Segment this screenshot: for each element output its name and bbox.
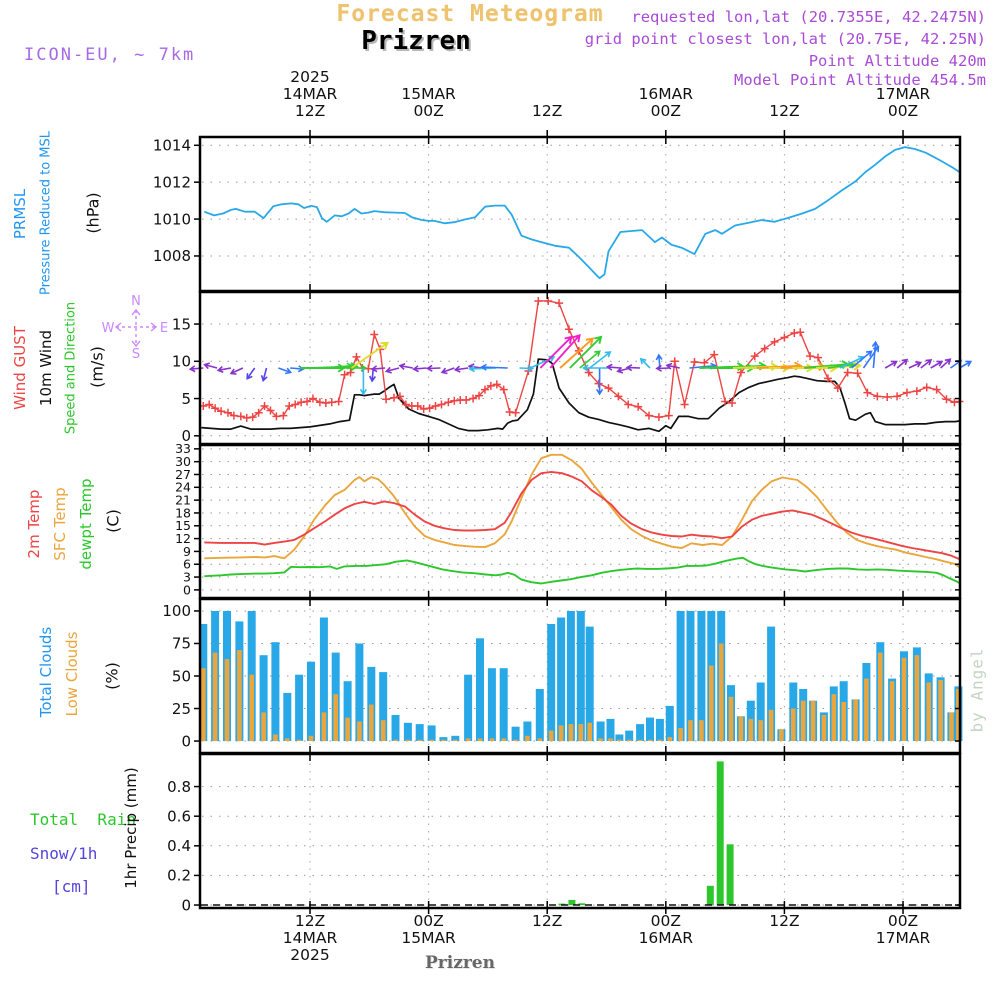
compass-e-letter: E xyxy=(159,321,169,336)
meta-requested-lonlat: requested lon,lat (20.7355E, 42.2475N) xyxy=(631,8,986,26)
low-clouds-bar xyxy=(699,720,704,741)
time-label-bottom: 12Z xyxy=(769,912,800,930)
time-label-bottom: 00Z xyxy=(413,912,444,930)
y-tick-label: 25 xyxy=(171,699,191,718)
gust-marker xyxy=(487,382,495,390)
y-tick-label: 24 xyxy=(175,479,191,495)
wind-direction-arrow xyxy=(931,361,942,368)
wind-direction-arrow xyxy=(584,365,610,371)
meta-point-altitude: Point Altitude 420m xyxy=(808,52,986,70)
wind-direction-arrow xyxy=(540,337,571,368)
gust-marker xyxy=(923,383,931,391)
low-clouds-bar xyxy=(769,710,774,741)
time-label-top: 17MAR xyxy=(875,85,931,103)
gust-marker xyxy=(863,389,871,397)
low-clouds-bar xyxy=(393,740,398,741)
low-clouds-bar xyxy=(902,658,907,741)
wind-direction-arrow xyxy=(607,364,620,370)
total-clouds-bar xyxy=(476,638,484,741)
gust-marker xyxy=(665,412,673,420)
precip-axis-label: 1hr Precip (mm) xyxy=(122,767,140,889)
gust-marker xyxy=(771,338,779,346)
time-label-top: 00Z xyxy=(650,102,681,120)
wind-direction-arrow xyxy=(205,363,218,369)
low-clouds-bar xyxy=(587,723,592,741)
y-tick-label: 1008 xyxy=(152,247,191,266)
wind-direction-arrow xyxy=(897,360,907,368)
low-clouds-bar xyxy=(608,738,613,741)
y-tick-label: 21 xyxy=(175,492,191,508)
low-clouds-bar xyxy=(453,740,458,741)
time-label-top: 14MAR xyxy=(282,85,338,103)
low-clouds-bar xyxy=(429,740,434,741)
low-clouds-bar xyxy=(617,740,622,741)
sfc-temp-line xyxy=(204,455,959,567)
total-clouds-bar xyxy=(488,668,496,741)
y-tick-label: 12 xyxy=(175,530,191,546)
y-tick-label: 3 xyxy=(183,569,191,585)
low-clouds-bar xyxy=(406,740,411,741)
compass-w-letter: W xyxy=(102,321,115,336)
y-tick-label: 0 xyxy=(183,582,191,598)
time-label-bottom: 15MAR xyxy=(401,929,456,947)
low-clouds-bar xyxy=(297,740,302,741)
total-clouds-bar xyxy=(307,662,315,741)
wind-direction-arrow xyxy=(590,352,611,368)
gust-label: Wind GUST xyxy=(11,326,29,410)
wind-direction-arrow xyxy=(400,364,413,370)
gust-marker xyxy=(335,398,343,406)
time-label-bottom: 14MAR xyxy=(282,929,338,947)
model-label: ICON-EU, ~ 7km xyxy=(24,45,196,65)
low-clouds-bar xyxy=(345,718,350,741)
low-clouds-bar xyxy=(441,740,446,741)
gust-marker xyxy=(814,354,822,362)
low-clouds-bar xyxy=(273,735,278,742)
speed-direction-label: Speed and Direction xyxy=(63,301,79,435)
precip-bar xyxy=(707,886,714,905)
compass-n-letter: N xyxy=(131,294,141,309)
low-clouds-bar xyxy=(549,731,554,741)
low-clouds-bar xyxy=(569,724,574,741)
gust-marker xyxy=(721,398,729,406)
time-label-bottom: 16MAR xyxy=(638,929,694,947)
low-clouds-bar xyxy=(949,712,954,741)
gust-marker xyxy=(728,399,736,407)
location-title: Prizren xyxy=(361,26,471,56)
y-tick-label: 0.2 xyxy=(167,866,191,885)
gust-marker xyxy=(370,330,378,338)
low-clouds-label: Low Clouds xyxy=(63,631,81,717)
dewpoint-label: dewpt Temp xyxy=(77,478,95,570)
low-clouds-bar xyxy=(779,729,784,741)
total-clouds-bar xyxy=(677,611,685,741)
y-tick-label: 33 xyxy=(175,441,191,457)
total-clouds-bar xyxy=(597,722,605,742)
low-clouds-bar xyxy=(678,728,683,741)
gust-marker xyxy=(806,352,814,360)
wind-direction-arrow xyxy=(442,368,454,374)
low-clouds-bar xyxy=(285,738,290,741)
low-clouds-bar xyxy=(864,679,869,741)
y-tick-label: 15 xyxy=(171,315,191,334)
total-clouds-label: Total Clouds xyxy=(37,626,55,718)
time-label-top: 2025 xyxy=(290,68,330,86)
panel-frame xyxy=(200,754,960,908)
y-tick-label: 0 xyxy=(181,732,191,751)
wind-direction-arrow xyxy=(428,365,441,371)
total-clouds-bar xyxy=(656,719,664,741)
low-clouds-bar xyxy=(466,738,471,741)
total-clouds-bar xyxy=(428,725,436,741)
low-clouds-bar xyxy=(791,709,796,742)
wind-direction-arrow xyxy=(231,368,243,374)
wind-unit-label: (m/s) xyxy=(87,346,107,388)
gust-marker xyxy=(382,395,390,403)
low-clouds-bar xyxy=(668,737,673,741)
time-label-bottom: 12Z xyxy=(294,912,326,930)
meta-model-altitude: Model Point Altitude 454.5m xyxy=(734,71,986,89)
low-clouds-bar xyxy=(890,681,895,741)
low-clouds-bar xyxy=(598,738,603,741)
low-clouds-bar xyxy=(579,724,584,741)
gust-marker xyxy=(893,392,901,400)
wind-direction-arrow xyxy=(627,365,640,371)
wind-direction-arrow xyxy=(386,367,399,373)
low-clouds-bar xyxy=(490,738,495,741)
time-label-top: 12Z xyxy=(769,102,800,120)
gust-marker xyxy=(205,401,213,409)
low-clouds-bar xyxy=(926,683,931,742)
low-clouds-bar xyxy=(213,653,218,741)
time-label-top: 00Z xyxy=(887,102,919,120)
y-tick-label: 1012 xyxy=(152,173,191,192)
gust-marker xyxy=(544,297,552,305)
y-tick-label: 0.4 xyxy=(167,837,191,856)
total-clouds-bar xyxy=(636,724,644,741)
wind-speed-line xyxy=(201,359,959,431)
wind-direction-arrow xyxy=(597,368,603,394)
time-label-top: 00Z xyxy=(413,102,444,120)
wind-direction-arrow xyxy=(909,362,921,368)
author-watermark: by Angel xyxy=(967,647,987,733)
wind-direction-arrow xyxy=(278,368,290,374)
wind-direction-arrow xyxy=(885,361,896,368)
low-clouds-bar xyxy=(878,653,883,741)
low-clouds-bar xyxy=(357,722,362,742)
gust-marker xyxy=(565,325,573,333)
wind-direction-arrow xyxy=(190,366,203,372)
low-clouds-bar xyxy=(841,702,846,741)
wind-direction-arrow xyxy=(247,368,255,379)
low-clouds-bar xyxy=(938,680,943,741)
low-clouds-bar xyxy=(478,738,483,741)
total-clouds-bar xyxy=(500,668,508,741)
wind-direction-arrow xyxy=(864,347,879,368)
low-clouds-bar xyxy=(225,659,230,741)
panel-frame xyxy=(200,137,960,291)
wind10m-label: 10m Wind xyxy=(37,329,55,407)
y-tick-label: 18 xyxy=(175,505,191,521)
low-clouds-bar xyxy=(648,740,653,741)
wind-direction-arrow xyxy=(414,366,427,372)
gust-marker xyxy=(796,328,804,336)
pressure-label-prmsl: PRMSL xyxy=(11,188,29,240)
total-clouds-bar xyxy=(464,675,472,741)
low-clouds-bar xyxy=(201,668,206,741)
gust-marker xyxy=(462,396,470,404)
time-label-bottom: 17MAR xyxy=(875,929,931,947)
compass-s-letter: S xyxy=(131,347,141,360)
gust-marker xyxy=(390,394,398,402)
gust-marker xyxy=(903,389,911,397)
low-clouds-bar xyxy=(811,701,816,741)
snow-label: Snow/1h xyxy=(30,844,98,863)
low-clouds-bar xyxy=(627,740,632,741)
total-clouds-bar xyxy=(547,624,555,741)
time-label-top: 12Z xyxy=(532,102,563,120)
wind-direction-arrow xyxy=(921,360,931,368)
time-label-top: 15MAR xyxy=(401,85,456,103)
gust-marker xyxy=(512,409,520,417)
total-rain-label: Total Rain xyxy=(30,810,136,829)
low-clouds-bar xyxy=(638,740,643,741)
gust-line xyxy=(203,301,959,418)
gust-marker xyxy=(690,358,698,366)
low-clouds-bar xyxy=(249,675,254,741)
total-clouds-bar xyxy=(625,731,633,741)
total-clouds-bar xyxy=(295,675,303,741)
low-clouds-bar xyxy=(801,701,806,741)
low-clouds-bar xyxy=(237,650,242,741)
total-clouds-bar xyxy=(577,611,585,741)
gust-marker xyxy=(285,402,293,410)
wind-direction-arrow xyxy=(941,359,951,368)
total-clouds-bar xyxy=(567,611,575,741)
wind-direction-arrow xyxy=(641,359,650,368)
precip-bar xyxy=(727,844,734,905)
low-clouds-bar xyxy=(309,736,314,741)
gust-marker xyxy=(780,333,788,341)
total-clouds-bar xyxy=(607,719,615,741)
low-clouds-bar xyxy=(822,715,827,741)
y-tick-label: 10 xyxy=(171,352,191,371)
low-clouds-bar xyxy=(749,719,754,741)
low-clouds-bar xyxy=(501,738,506,741)
y-tick-label: 75 xyxy=(171,634,191,653)
low-clouds-bar xyxy=(709,666,714,741)
wind-direction-arrow xyxy=(262,368,268,381)
y-tick-label: 1010 xyxy=(152,210,191,229)
gust-marker xyxy=(444,398,452,406)
low-clouds-bar xyxy=(688,720,693,741)
total-clouds-bar xyxy=(666,706,674,741)
y-tick-label: 27 xyxy=(175,466,191,482)
clouds-unit-label: (%) xyxy=(102,662,122,690)
y-tick-label: 1014 xyxy=(152,136,191,155)
gust-marker xyxy=(873,392,881,400)
temp-2m-label: 2m Temp xyxy=(25,489,43,559)
temp-unit-label: (C) xyxy=(103,509,123,533)
time-label-bottom: 00Z xyxy=(650,912,681,930)
gust-marker xyxy=(534,297,542,305)
gust-marker xyxy=(883,393,891,401)
low-clouds-bar xyxy=(369,705,374,741)
y-tick-label: 5 xyxy=(181,389,191,408)
low-clouds-bar xyxy=(559,725,564,741)
gust-marker xyxy=(655,413,663,421)
page-title: Forecast Meteogram xyxy=(336,1,604,27)
pressure-unit-label: (hPa) xyxy=(83,192,103,234)
low-clouds-bar xyxy=(915,655,920,741)
low-clouds-bar xyxy=(513,740,518,741)
low-clouds-bar xyxy=(832,694,837,741)
low-clouds-bar xyxy=(261,712,266,741)
y-tick-label: 100 xyxy=(162,602,191,621)
low-clouds-bar xyxy=(417,740,422,741)
y-tick-label: 0.6 xyxy=(167,807,191,826)
low-clouds-bar xyxy=(322,712,327,741)
total-clouds-bar xyxy=(416,724,424,741)
dewpoint-line xyxy=(204,558,959,584)
time-label-bottom: 2025 xyxy=(290,946,330,964)
low-clouds-bar xyxy=(729,697,734,741)
low-clouds-bar xyxy=(719,644,724,742)
low-clouds-bar xyxy=(525,736,530,741)
total-clouds-bar xyxy=(392,715,400,741)
total-clouds-bar xyxy=(271,642,279,741)
y-tick-label: 50 xyxy=(171,667,191,686)
time-label-bottom: 00Z xyxy=(887,912,919,930)
y-tick-label: 0 xyxy=(181,896,191,915)
gust-marker xyxy=(844,368,852,376)
total-clouds-bar xyxy=(512,727,520,741)
low-clouds-bar xyxy=(658,740,663,741)
low-clouds-bar xyxy=(538,738,543,741)
wind-direction-arrow xyxy=(361,368,367,394)
low-clouds-bar xyxy=(853,699,858,741)
pressure-label-long: Pressure Reduced to MSL xyxy=(38,130,54,296)
meta-gridpoint-lonlat: grid point closest lon,lat (20.75E, 42.25N) xyxy=(584,30,986,48)
y-tick-label: 6 xyxy=(183,556,191,572)
y-tick-label: 9 xyxy=(183,543,191,559)
low-clouds-bar xyxy=(381,720,386,741)
total-clouds-bar xyxy=(536,689,544,741)
snow-unit-label: [cm] xyxy=(52,877,91,896)
wind-direction-arrow xyxy=(455,366,468,372)
sfc-temp-label: SFC Temp xyxy=(51,487,69,561)
wind-compass xyxy=(102,294,172,360)
time-label-top: 16MAR xyxy=(638,85,694,103)
gust-marker xyxy=(681,401,689,409)
gust-marker xyxy=(913,387,921,395)
time-label-top: 12Z xyxy=(294,102,326,120)
total-clouds-bar xyxy=(283,693,291,741)
gust-marker xyxy=(237,412,245,420)
gust-marker xyxy=(437,401,445,409)
y-tick-label: 15 xyxy=(175,518,191,534)
low-clouds-bar xyxy=(333,694,338,741)
y-tick-label: 0.8 xyxy=(167,777,191,796)
pressure-line xyxy=(204,147,959,278)
wind-direction-arrow xyxy=(218,367,231,373)
total-clouds-bar xyxy=(646,718,654,741)
gust-marker xyxy=(555,299,563,307)
wind-direction-arrow xyxy=(482,364,508,370)
footer-place-name: Prizren xyxy=(425,953,495,973)
gust-marker xyxy=(352,353,360,361)
low-clouds-bar xyxy=(739,716,744,741)
total-clouds-bar xyxy=(557,618,565,742)
time-label-bottom: 12Z xyxy=(532,912,563,930)
low-clouds-bar xyxy=(758,720,763,741)
y-tick-label: 0 xyxy=(181,427,191,446)
gust-marker xyxy=(279,412,287,420)
total-clouds-bar xyxy=(404,723,412,741)
precip-bar xyxy=(717,761,724,905)
gust-marker xyxy=(328,398,336,406)
y-tick-label: 30 xyxy=(175,454,191,470)
